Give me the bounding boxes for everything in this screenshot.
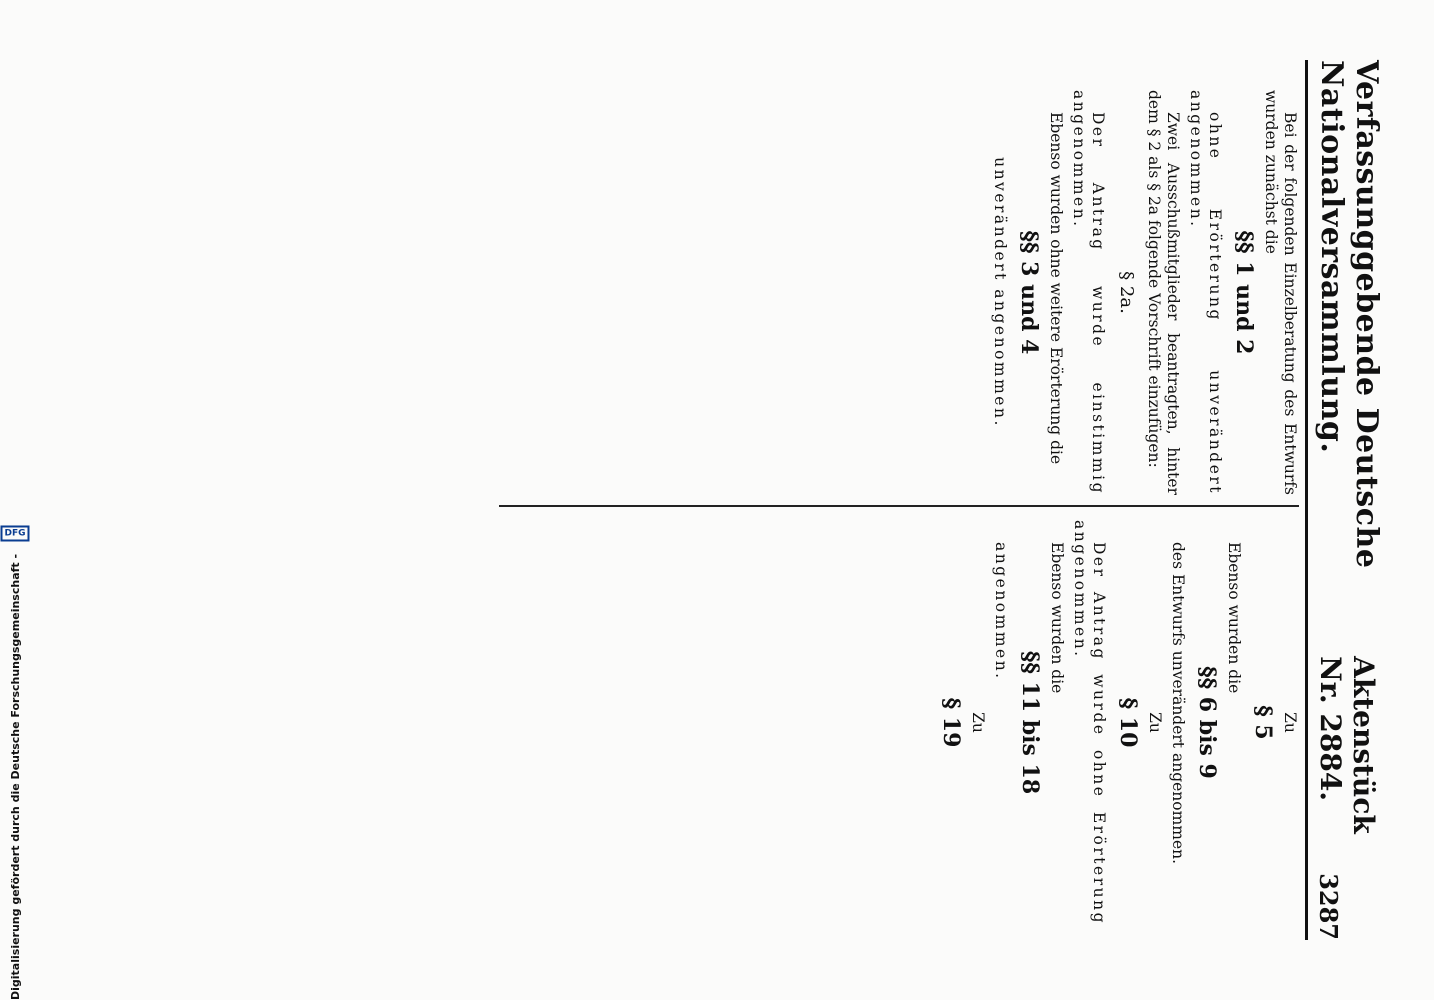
- zu-label-3: Zu: [969, 712, 987, 733]
- column-divider: [499, 505, 1299, 507]
- ebenso-wurden: Ebenso wurden die: [1225, 542, 1243, 694]
- header-page-number: 3287: [1314, 873, 1343, 940]
- der-antrag: Der Antrag wurde ohne Erörterung angenommen.: [1071, 520, 1108, 925]
- section-6-9-text: des Entwurfs unverändert angenommen.: [1169, 542, 1187, 865]
- ebenso-wurden-2: Ebenso wurden die: [1048, 542, 1066, 694]
- section-heading-2a: § 2a.: [1116, 271, 1137, 314]
- section-11-18-text: angenommen.: [992, 542, 1010, 681]
- antrag-intro: Zwei Ausschußmitglieder beantragten, hinter dem § 2 als § 2a folgende Vorschrift einzufügen:: [1145, 90, 1182, 495]
- section-1-2-text: ohne Erörterung unverändert angenommen.: [1187, 90, 1224, 495]
- section-heading-11-18: §§ 11 bis 18: [1017, 650, 1043, 795]
- section-heading-3-4: §§ 3 und 4: [1016, 230, 1042, 355]
- section-heading-10: § 10: [1115, 697, 1141, 748]
- credit-text: Digitalisierung gefördert durch die Deutsche Forschungsgemeinschaft -: [8, 553, 22, 1000]
- zu-label-2: Zu: [1146, 712, 1164, 733]
- right-column: [931, 520, 1299, 925]
- zu-label: Zu: [1281, 712, 1299, 733]
- intro-paragraph: Bei der folgenden Einzelberatung des Entwurfs wurden zunächst die: [1262, 90, 1299, 495]
- dfg-logo: DFG: [0, 525, 29, 541]
- section-heading-1-2: §§ 1 und 2: [1231, 230, 1257, 355]
- header-document-number: Aktenstück Nr. 2884.: [1314, 656, 1380, 834]
- antrag-result: Der Antrag wurde einstimmig angenommen.: [1070, 90, 1107, 495]
- weitere-paragraph: Ebenso wurden ohne weitere Erörterung die: [1047, 112, 1065, 465]
- page-header: [1305, 60, 1384, 940]
- section-heading-19: § 19: [938, 697, 964, 748]
- left-column: [986, 90, 1299, 495]
- section-heading-6-9: §§ 6 bis 9: [1194, 666, 1220, 779]
- section-3-4-text: unverändert angenommen.: [991, 157, 1009, 428]
- section-heading-5: § 5: [1250, 705, 1276, 740]
- header-title: Verfassunggebende Deutsche Nationalversammlung.: [1314, 60, 1384, 569]
- digitization-credit: [6, 20, 24, 1000]
